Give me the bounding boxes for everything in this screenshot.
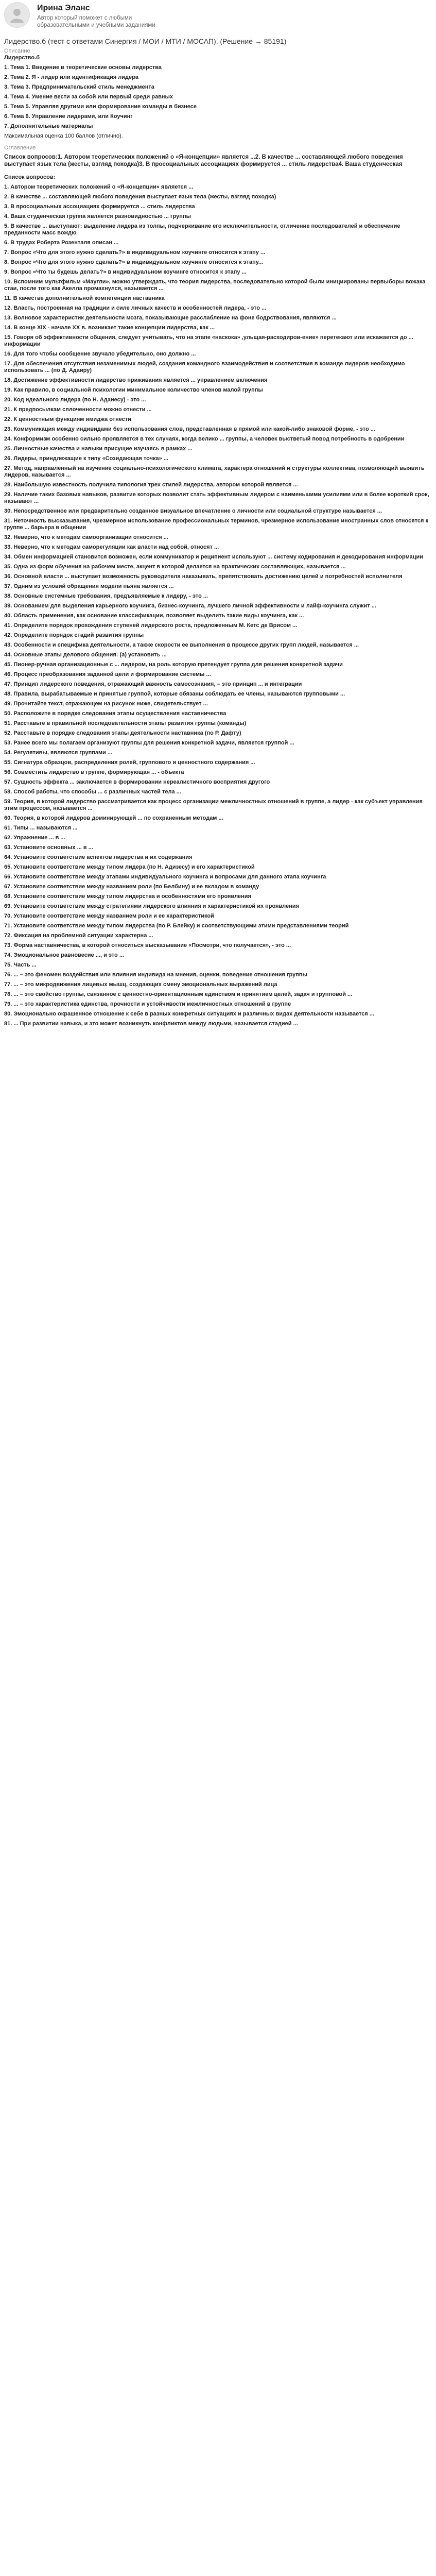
questions-list (4, 184, 432, 1027)
question-item: 53. Ранее всего мы полагаем организуют группы для решения конкретной задачи, является группой ... (4, 740, 294, 746)
question-item: 47. Принцип лидерского поведения, отражающий важность самосознания, – это принцип ... и интеграции (4, 681, 302, 687)
question-item: 81. ... При развитии навыка, и это может возникнуть конфликтов между людьми, называется стадией ... (4, 1021, 298, 1027)
question-item: 20. Код идеального лидера (по Н. Адаиесу) - это ... (4, 397, 146, 403)
question-item: 18. Достижение эффективности лидерство приживания является ... управлением включения (4, 377, 268, 383)
question-item: 17. Для обеспечения отсутствия незаменимых людей, создания командного взаимодействия и соответствия в команде лидеров необходимо использовать ... (по Д. Адаиру) (4, 361, 405, 374)
question-item: 34. Обмен информацией становится возможен, если коммуникатор и реципиент используют ... систему кодирования и декодирования информации (4, 554, 424, 560)
question-item: 35. Одна из форм обучения на рабочем месте, акцент в которой делается на практических составляющих, называется ... (4, 564, 346, 570)
question-item: 13. Волновое характеристик деятельности мозга, показывающие расслабление на фоне бодрствования, являются ... (4, 315, 337, 321)
question-item: 2. В качестве ... составляющей любого поведения выступает язык тела (жесты, взгляд походка) (4, 194, 276, 200)
question-item: 67. Установите соответствие между названием роли (по Белбину) и ее вкладом в команду (4, 884, 259, 890)
question-item: 37. Одним из условий обращения модели пьяна является ... (4, 583, 174, 589)
question-item: 45. Пионер-ручная организационные с ... лидером, на роль которую претендует группа для решения конкретной задачи (4, 662, 343, 668)
question-item: 60. Теория, в которой лидеров доминирующей ... по сохраненным методам ... (4, 815, 223, 821)
topic-item: 4. Тема 4. Умение вести за собой или первый среди равных (4, 94, 173, 100)
topic-item: 1. Тема 1. Введение в теоретические основы лидерства (4, 64, 162, 71)
question-item: 1. Автором теоретических положений о «Я-концепции» является ... (4, 184, 194, 190)
question-item: 72. Фиксация на проблемной ситуации характерна ... (4, 933, 153, 939)
question-item: 6. В трудах Роберта Розенталя описан ... (4, 240, 119, 246)
question-item: 71. Установите соответствие между типом лидерства (по Р. Блейку) и соответствующими этими представлениями теорий (4, 923, 349, 929)
question-item: 58. Способ работы, что способы ... с различных частей тела ... (4, 789, 181, 795)
question-item: 74. Эмоциональное равновесие ..., и это ... (4, 952, 124, 958)
page-title: Лидерство.б (тест с ответами Синергия / МОИ / МТИ / МОСАП). (Решение → 85191) (4, 37, 287, 45)
question-item: 75. Часть ... (4, 962, 37, 968)
question-item: 62. Упражнение ... в ... (4, 835, 65, 841)
question-item: 42. Определите порядок стадий развития группы (4, 632, 144, 638)
question-item: 10. Вспомним мультфильм «Маугли», можно утверждать, что теория лидерства, последовательно которой были инициированы первыборы вожака стаи, после того как Акелла промахнулся, называется ... (4, 279, 426, 292)
question-item: 50. Расположите в порядке следования этапы осуществления наставничества (4, 710, 226, 717)
question-item: 57. Сущность эффекта ... заключается в формировании нереалистичного восприятия другого (4, 779, 270, 785)
author-description: Автор который поможет с любыми образовательными и учебными заданиями (37, 15, 155, 28)
question-item: 5. В качестве ... выступают: выделение лидера из толпы, подчеркивание его исключительности, отличение последователей и обеспечение преданности масс вождю (4, 223, 400, 236)
question-item: 69. Установите соответствие между стратегиями лидерского влияния и характеристикой их проявления (4, 903, 299, 909)
question-item: 49. Прочитайте текст, отражающем на рисунок ниже, свидетельствует ... (4, 701, 208, 707)
question-item: 55. Сигнатура образцов, распределения ролей, группового и ценностного содержания ... (4, 759, 255, 766)
question-item: 27. Метод, направленный на изучение социально-психологического климата, характера отношений и структуры коллектива, позволяющий выявить лидеров, называется ... (4, 465, 425, 478)
question-item: 78. ... – это свойство группы, связанное с ценностно-ориентационным единством и принятием целей, задач и групповой ... (4, 991, 353, 997)
avatar[interactable] (4, 2, 30, 28)
question-item: 14. В конце XIX - начале XX в. возникает такие концепции лидерства, как ... (4, 325, 215, 331)
question-item: 3. В просоциальных ассоциациях формируется ... стиль лидерства (4, 204, 195, 210)
page (0, 0, 436, 1027)
question-item: 54. Регулятивы, являются группами ... (4, 750, 113, 756)
question-item: 24. Конформизм особенно сильно проявляется в тех случаях, когда велико ... группы, а человек выстветый повод потребность в одобрении (4, 436, 405, 442)
topic-item: 3. Тема 3. Предпринимательский стиль менеджмента (4, 84, 154, 90)
question-item: 77. ... – это микродвижения лицевых мышц, создающих смену эмоциональных выражений лица (4, 981, 277, 988)
question-item: 44. Основные этапы делового общения: (а) установить ... (4, 652, 167, 658)
question-item: 43. Особенности и специфика деятельности, а также скорости ее выполнения в процессе других групп людей, называется ... (4, 642, 359, 648)
author-name[interactable]: Ирина Эланс (37, 4, 90, 12)
question-item: 26. Лидеры, приндлежащие к типу «Созидающая точка» ... (4, 455, 168, 462)
question-item: 7. Вопрос «Что для этого нужно сделать?» в индивидуальном коучинге относится к этапу ... (4, 249, 266, 256)
topic-item: 2. Тема 2. Я - лидер или идентификация лидера (4, 74, 138, 80)
question-item: 23. Коммуникация между индивидами без использования слов, представленная в прямой или какой-либо знаковой форме, - это ... (4, 426, 375, 432)
question-item: 80. Эмоционально окрашенное отношение к себе в разных конкретных ситуациях и различных видах деятельности называется ... (4, 1011, 375, 1017)
question-item: 22. К ценностным функциям имиджа отнести (4, 416, 131, 422)
question-item: 68. Установите соответствие между типом лидерства и особенностями его проявления (4, 893, 251, 900)
topic-item: 6. Тема 6. Управление лидерами, или Коучинг (4, 113, 133, 120)
question-item: 39. Основанием для выделения карьерного коучинга, бизнес-коучинга, лучшего личной эффективности и лайф-коучинга служит ... (4, 603, 376, 609)
question-item: 51. Расставьте в правильной последовательности этапы развития группы (команды) (4, 720, 247, 726)
question-item: 73. Форма наставничества, в которой относиться высказывание «Посмотри, что получается», - это ... (4, 942, 291, 948)
question-item: 59. Теория, в которой лидерство рассматривается как процесс организации межличностных отношений в группе, а лидер - как субъект управления этим процессом, называется ... (4, 799, 423, 811)
question-item: 48. Правила, вырабатываемые и принятые группой, которые обязаны соблюдать ее члены, называются групповыми ... (4, 691, 345, 697)
question-item: 64. Установите соответствие аспектов лидерства и их содержания (4, 854, 193, 860)
toc-label: Оглавление (4, 145, 36, 151)
question-item: 46. Процесс преобразования заданной цели и формирование системы ... (4, 671, 211, 677)
user-avatar-icon (7, 5, 27, 25)
topic-item: 5. Тема 5. Управляя другими или формирование команды в бизнесе (4, 104, 197, 110)
question-item: 41. Определите порядок прохождения ступеней лидерского роста, предложенным М. Кетс де Врисом ... (4, 622, 298, 629)
question-item: 79. ... – это характеристика единства, прочности и устойчивости межличностных отношений в группе (4, 1001, 291, 1007)
topics-list (4, 64, 432, 130)
question-item: 16. Для того чтобы сообщение звучало убедительно, оно должно ... (4, 351, 196, 357)
question-item: 29. Наличие таких базовых навыков, развитие которых позволит стать эффективным лидером с наименьшими усилиями или в более короткий срок, называют ... (4, 492, 429, 504)
questions-summary: Список вопросов:1. Автором теоретических положений о «Я-концепции» является ...2. В качестве ... составляющей любого поведения выступает язык тела (жесты, взгляд походка)3. В просоциальных ассоциациях формируется ... стиль лидерства4. Ваша студенческая (4, 154, 403, 167)
max-score: Максимальная оценка 100 баллов (отлично). (4, 133, 123, 139)
question-item: 66. Установите соответствие между этапами индивидуального коучинга и вопросами для данного этапа коучинга (4, 874, 326, 880)
question-item: 28. Наибольшую известность получила типология трех стилей лидерства, автором которой является ... (4, 482, 298, 488)
question-item: 61. Типы ... называются ... (4, 825, 78, 831)
question-item: 65. Установите соответствие между типом лидера (по Н. Адизесу) и его характеристикой (4, 864, 255, 870)
questions-label: Список вопросов: (4, 174, 56, 180)
question-item: 11. В качестве дополнительной компетенции наставника (4, 295, 165, 301)
question-item: 25. Личностные качества и навыки присущие изучаясь в рамках ... (4, 446, 193, 452)
question-item: 4. Ваша студенческая группа является разновидностью ... группы (4, 213, 191, 219)
question-item: 56. Совместить лидерство в группе, формирующая ... - объекта (4, 769, 184, 775)
question-item: 32. Неверно, что к методам самоорганизации относится ... (4, 534, 168, 540)
question-item: 19. Как правило, в социальной психологии минимальное количество членов малой группы (4, 387, 263, 393)
question-item: 30. Непосредственное или предварительно созданное визуальное впечатление о личности или социальной структуре называется ... (4, 508, 382, 514)
question-item: 8. Вопрос «Что для этого нужно сделать?» в индивидуальном коучинге относится к этапу... (4, 259, 264, 265)
question-item: 31. Неточность высказывания, чрезмерное использование профессиональных терминов, чрезмерное использование иностранных слов относятся к группе ... барьера в общении (4, 518, 428, 531)
question-item: 63. Установите основных ... в ... (4, 844, 93, 851)
description-label: Описание (4, 48, 30, 54)
question-item: 38. Основные системные требования, предъявляемые к лидеру, - это ... (4, 593, 208, 599)
question-item: 12. Власть, построенная на традиции и силе личных качеств и особенностей лидера, - это ... (4, 305, 267, 311)
question-item: 21. К предпосылкам сплоченности можно отнести ... (4, 406, 152, 413)
author-header (4, 2, 432, 36)
question-item: 9. Вопрос «Что ты будешь делать?» в индивидуальном коучинге относится к этапу ... (4, 269, 247, 275)
question-item: 40. Область применения, как основание классификации, позволяет выделить такие виды коучинга, как ... (4, 613, 304, 619)
author-info (37, 2, 432, 29)
question-item: 15. Говоря об эффективности общения, следует учитывать, что на этапе «наскока» ,ульщая-расходиров-ение» перетекают или искажается до ... информации (4, 334, 413, 347)
question-item: 70. Установите соответствие между названием роли и ее характеристикой (4, 913, 214, 919)
topic-item: 7. Дополнительные материалы (4, 123, 93, 129)
question-item: 36. Основной власти ... выступает возможность руководителя наказывать, препятствовать достижению целей и потребностей исполнителя (4, 573, 403, 580)
question-item: 76. ... – это феномен воздействия или влияния индивида на мнения, оценки, поведение отношения группы (4, 972, 307, 978)
question-item: 33. Неверно, что к методам саморегуляции как власти над собой, относят ... (4, 544, 219, 550)
question-item: 52. Расставьте в порядке следования этапы деятельности наставника (по Р. Дафту) (4, 730, 241, 736)
description-title: Лидерство.б (4, 55, 40, 61)
